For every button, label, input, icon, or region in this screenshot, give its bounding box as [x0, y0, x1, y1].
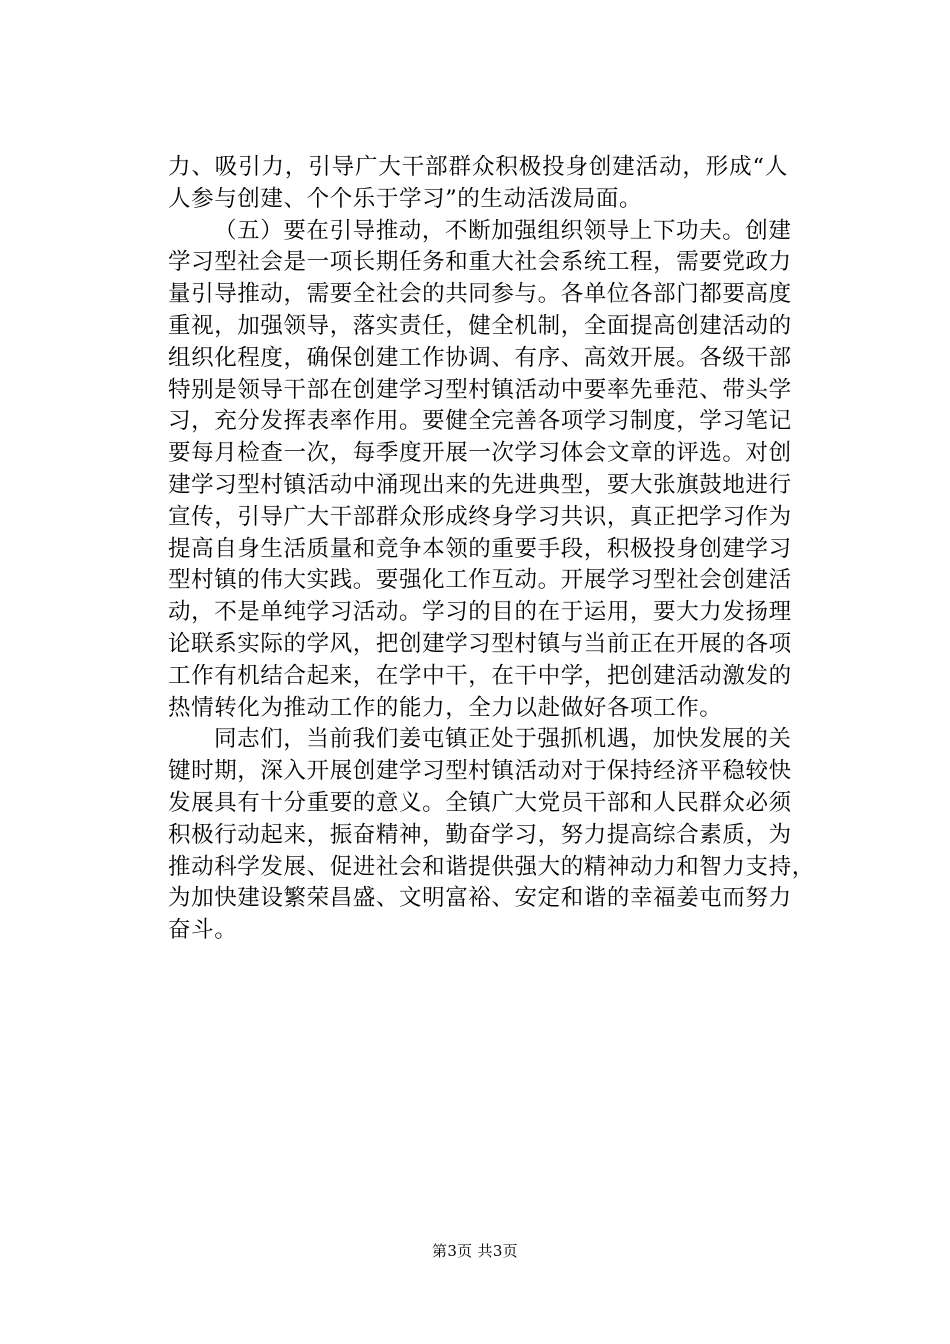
text-line: 工作有机结合起来，在学中干，在干中学，把创建活动激发的	[168, 662, 792, 689]
paragraph-start-line: 同志们，当前我们姜屯镇正处于强抓机遇，加快发展的关	[214, 726, 792, 753]
text-line: 提高自身生活质量和竞争本领的重要手段，积极投身创建学习	[168, 535, 792, 562]
text-line: 人参与创建、个个乐于学习”的生动活泼局面。	[168, 185, 643, 212]
text-line: 论联系实际的学风，把创建学习型村镇与当前正在开展的各项	[168, 630, 792, 657]
text-line: 热情转化为推动工作的能力，全力以赴做好各项工作。	[168, 694, 723, 721]
text-line: 特别是领导干部在创建学习型村镇活动中要率先垂范、带头学	[168, 376, 792, 403]
text-line: 建学习型村镇活动中涌现出来的先进典型，要大张旗鼓地进行	[168, 471, 792, 498]
text-line: 组织化程度，确保创建工作协调、有序、高效开展。各级干部	[168, 344, 792, 371]
text-line: 重视，加强领导，落实责任，健全机制，全面提高创建活动的	[168, 312, 792, 339]
text-line: 量引导推动，需要全社会的共同参与。各单位各部门都要高度	[168, 281, 792, 308]
text-line: 习，充分发挥表率作用。要健全完善各项学习制度，学习笔记	[168, 408, 792, 435]
text-line: 奋斗。	[168, 917, 238, 944]
text-line: 动，不是单纯学习活动。学习的目的在于运用，要大力发扬理	[168, 599, 792, 626]
body-text	[168, 152, 815, 947]
text-line: 键时期，深入开展创建学习型村镇活动对于保持经济平稳较快	[168, 758, 792, 785]
text-line: 宣传，引导广大干部群众形成终身学习共识，真正把学习作为	[168, 503, 792, 530]
text-line: 推动科学发展、促进社会和谐提供强大的精神动力和智力支持，	[168, 853, 815, 880]
text-line: 积极行动起来，振奋精神，勤奋学习，努力提高综合素质，为	[168, 821, 792, 848]
text-line: 型村镇的伟大实践。要强化工作互动。开展学习型社会创建活	[168, 567, 792, 594]
text-line: 为加快建设繁荣昌盛、文明富裕、安定和谐的幸福姜屯而努力	[168, 885, 792, 912]
text-line: 发展具有十分重要的意义。全镇广大党员干部和人民群众必须	[168, 789, 792, 816]
paragraph-start-line: （五）要在引导推动，不断加强组织领导上下功夫。创建	[214, 217, 792, 244]
page-number-footer: 第3页 共3页	[432, 1242, 518, 1260]
text-line: 要每月检查一次，每季度开展一次学习体会文章的评选。对创	[168, 440, 792, 467]
text-line: 学习型社会是一项长期任务和重大社会系统工程，需要党政力	[168, 249, 792, 276]
text-line: 力、吸引力，引导广大干部群众积极投身创建活动，形成“人	[168, 154, 788, 180]
